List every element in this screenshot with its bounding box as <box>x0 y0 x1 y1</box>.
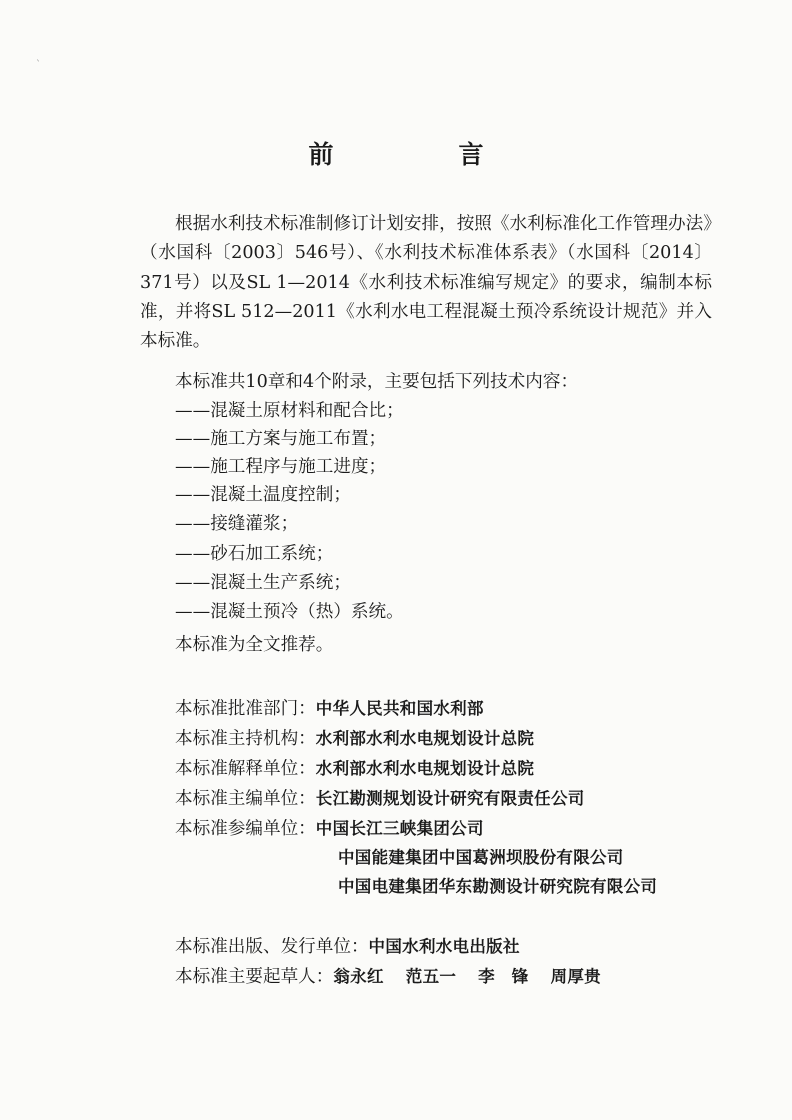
publisher-label: 本标准出版、发行单位： <box>175 937 369 957</box>
host-label: 本标准主持机构： <box>175 729 316 749</box>
publisher-row <box>175 932 520 962</box>
content-item: ——混凝土原材料和配合比； <box>175 401 404 421</box>
scan-mark: ˋ <box>36 60 41 71</box>
content-item: ——施工程序与施工进度； <box>175 457 387 477</box>
recommendation: 本标准为全文推荐。 <box>175 635 334 655</box>
content-item: ——混凝土预冷（热）系统。 <box>175 602 404 622</box>
content-item: ——混凝土生产系统； <box>175 573 351 593</box>
contents-intro: 本标准共10章和4个附录，主要包括下列技术内容： <box>175 372 579 392</box>
chief-editor-row <box>175 784 585 814</box>
participants-row <box>175 814 484 844</box>
drafters-row <box>175 962 601 992</box>
participants-label: 本标准参编单位： <box>175 819 316 839</box>
interpretation-label: 本标准解释单位： <box>175 759 316 779</box>
content-item: ——混凝土温度控制； <box>175 485 351 505</box>
intro-paragraph: 根据水利技术标准制修订计划安排，按照《水利标准化工作管理办法》（水国科〔2003〕546号）、《水利技术标准体系表》（水国科〔2014〕371号）以及SL 1—2014《水利技术标准编写规定》的要求，编制本标准，并将SL 512—2011《水利水电工程混凝土预冷系统设计规范》并入本标准。 <box>140 214 712 352</box>
chief-editor-label: 本标准主编单位： <box>175 789 316 809</box>
participant-value: 中国能建集团中国葛洲坝股份有限公司 <box>338 848 624 867</box>
participant-value: 中国电建集团华东勘测设计研究院有限公司 <box>338 877 658 896</box>
drafter-name: 周厚贵 <box>550 967 601 986</box>
host-row <box>175 724 534 754</box>
host-value: 水利部水利水电规划设计总院 <box>315 729 535 748</box>
chief-editor-value: 长江勘测规划设计研究有限责任公司 <box>315 789 585 808</box>
drafter-name: 翁永红 <box>333 967 384 986</box>
content-item: ——砂石加工系统； <box>175 544 334 564</box>
drafter-name: 范五一 <box>405 967 457 986</box>
drafters-label: 本标准主要起草人： <box>175 967 334 987</box>
approval-row <box>175 694 484 724</box>
approval-label: 本标准批准部门： <box>175 699 316 719</box>
publisher-value: 中国水利水电出版社 <box>368 937 520 956</box>
approval-value: 中华人民共和国水利部 <box>315 699 484 718</box>
drafter-name: 李 锋 <box>478 967 529 986</box>
content-item: ——施工方案与施工布置； <box>175 429 387 449</box>
interpretation-row <box>175 754 534 784</box>
content-item: ——接缝灌浆； <box>175 514 299 534</box>
interpretation-value: 水利部水利水电规划设计总院 <box>315 759 535 778</box>
page-title: 前 言 <box>308 140 534 169</box>
participant-value: 中国长江三峡集团公司 <box>315 819 484 838</box>
